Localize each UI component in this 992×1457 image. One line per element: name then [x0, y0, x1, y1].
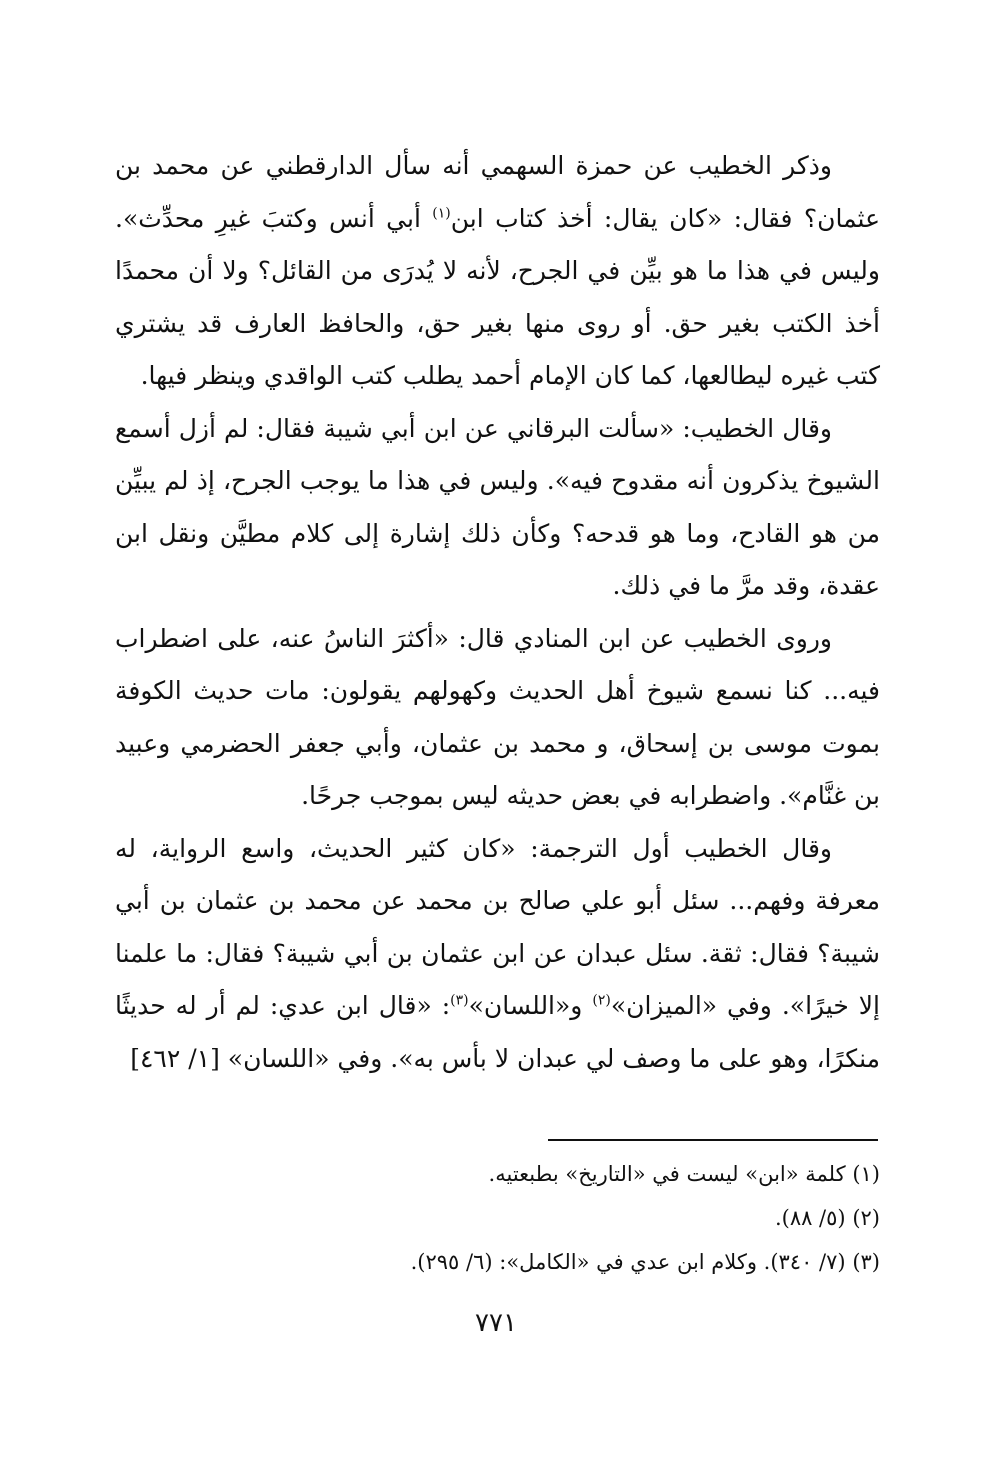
- paragraph-text: وقال الخطيب: «سألت البرقاني عن ابن أبي شيبة فقال: لم أزل أسمع الشيوخ يذكرون أنه مقدوح فيه». وليس في هذا ما يوجب الجرح، إذ لم يبيِّن من هو القادح، وما هو قدحه؟ وكأن ذلك إشارة إلى كلام مطيَّن ونقل ابن عقدة، وقد مرَّ ما في ذلك.: [115, 413, 880, 600]
- footnote-text: كلمة «ابن» ليست في «التاريخ» بطبعتيه.: [488, 1162, 846, 1186]
- footnotes: [115, 1152, 880, 1284]
- page-number: ٧٧١: [475, 1308, 517, 1338]
- paragraph-text-cont: أبي أنس وكتبَ غيرِ محدِّث». وليس في هذا ما هو بيِّن في الجرح، لأنه لا يُدرَى من القائل؟ ولا أن محمدًا أخذ الكتب بغير حق. أو روى منها بغير حق، والحافظ العارف قد يشتري كتب غيره ليطالعها، كما كان الإمام أحمد يطلب كتب الواقدي وينظر فيها.: [115, 203, 880, 390]
- paragraph-1: [115, 140, 880, 403]
- paragraph-3: [115, 613, 880, 823]
- footnote-1: [115, 1152, 880, 1196]
- footnote-text: (٧/ ٣٤٠). وكلام ابن عدي في «الكامل»: (٦/ ٢٩٥).: [410, 1250, 846, 1274]
- footnote-number: (١): [852, 1162, 880, 1186]
- footnote-ref-1[interactable]: (١): [432, 205, 451, 222]
- paragraph-text: وذكر الخطيب عن حمزة السهمي أنه سأل الدارقطني عن محمد بن عثمان؟ فقال: «كان يقال: أخذ كتاب ابن: [115, 151, 880, 233]
- paragraph-2: [115, 403, 880, 613]
- footnote-3: [115, 1240, 880, 1284]
- paragraph-text: وروى الخطيب عن ابن المنادي قال: «أكثرَ الناسُ عنه، على اضطراب فيه... كنا نسمع شيوخ أهل الحديث وكهولهم يقولون: مات حديث الكوفة بموت موسى بن إسحاق، و محمد بن عثمان، وأبي جعفر الحضرمي وعبيد بن غنَّام». واضطرابه في بعض حديثه ليس بموجب جرحًا.: [115, 623, 880, 810]
- footnote-2: [115, 1196, 880, 1240]
- paragraph-text-cont: و«اللسان»: [468, 991, 593, 1020]
- paragraph-4: [115, 823, 880, 1086]
- paragraph-text: وقال الخطيب أول الترجمة: «كان كثير الحديث، واسع الرواية، له معرفة وفهم... سئل أبو علي صالح بن محمد عن محمد بن عثمان بن أبي شيبة؟ فقال: ثقة. سئل عبدان عن ابن عثمان بن أبي شيبة؟ فقال: ما علمنا إلا خيرًا». وفي «الميزان»: [115, 833, 880, 1020]
- paragraph-text-cont: : «قال ابن عدي: لم أر له حديثًا منكرًا، وهو على ما وصف لي عبدان لا بأس به». وفي «اللسان» [١/ ٤٦٢]: [115, 991, 880, 1073]
- footnote-ref-3[interactable]: (٣): [450, 992, 469, 1009]
- footnote-number: (٣): [852, 1250, 880, 1274]
- footnote-text: (٥/ ٨٨).: [774, 1206, 846, 1230]
- footnote-number: (٢): [852, 1206, 880, 1230]
- main-text: [115, 140, 880, 1085]
- footnote-divider: [548, 1139, 878, 1141]
- footnote-ref-2[interactable]: (٢): [592, 992, 611, 1009]
